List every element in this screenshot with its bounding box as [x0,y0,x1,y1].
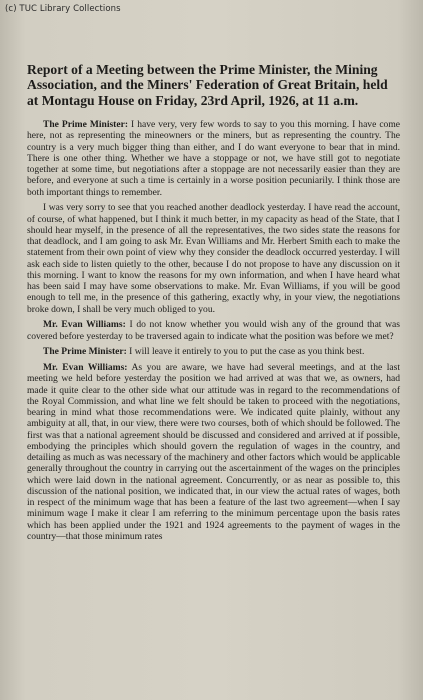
paragraph-text: As you are aware, we have had several meetings, and at the last meeting we held before yesterday the position we had arrived at was that we, as owners, had made it quite clear to the other side what our attitude was in regard to the recommendations of the Royal Commission, and what line we felt should be taken to proceed with the negotiations, bearing in mind what those recommendations were. We indicated quite plainly, without any ambiguity at all, that, in our view, there were two courses, both of which should be followed. The first was that a national agreement should be discussed and considered and arrived at if possible, embodying the principles which should govern the regulation of wages in the country, and detailing as much as was necessary of the machinery and other factors which would be applicable generally throughout the country in carrying out the ascertainment of the wages on the principles which were laid down in the national agreement. Concurrently, or as near as possible to, this discussion of the national position, we indicated that, in our view the actual rates of wages, both in respect of the minimum wage that has been a feature of the last two agreement—when I say minimum wage I make it clear I am referring to the minimum percentage upon the basis rates which has been applied under the 1921 and 1924 agreements to the payment of wages in the country—that those minimum rates [27,362,400,542]
paragraph-text: I do not know whether you would wish any of the ground that was covered before yesterday to be traversed again to indicate what the position was before we met? [27,319,400,342]
document-body [27,62,400,547]
paragraph [27,119,400,198]
speaker-name: Mr. Evan Williams: [43,319,126,331]
speaker-name: The Prime Minister: [43,346,127,358]
speaker-name: Mr. Evan Williams: [43,362,128,374]
paragraph [27,362,400,542]
paragraph [27,319,400,342]
paragraph [27,346,400,357]
document-title: Report of a Meeting between the Prime Minister, the Mining Association, and the Miners' Federation of Great Britain, held at Montagu House on Friday, 23rd April, 1926, at 11 a.m. [27,62,388,108]
paragraph-text: I was very sorry to see that you reached another deadlock yesterday. I have read the account, of course, of what happened, but I think it much better, in my capacity as head of the State, that I should hear myself, in the presence of all the representatives, the two sides state the reasons for that deadlock, and I am going to ask Mr. Evan Williams and Mr. Herbert Smith each to make the statement from their own point of view why they consider the deadlock occurred yesterday. I will ask each side to listen quietly to the other, because I do not propose to have any discussion on it this morning. I want to know the reasons for my own information, and when I have heard what has been said I may have some observations to make. Mr. Evan Williams, if you will be good enough to tell me, in the presence of this gathering, exactly why, in your view, the negotiations broke down, I shall be very much obliged to you. [27,202,400,315]
copyright-watermark: (c) TUC Library Collections [5,4,121,14]
paragraph [27,202,400,315]
speaker-name: The Prime Minister: [43,119,129,131]
paragraph-text: I have very, very few words to say to you this morning. I have come here, not as representing the mineowners or the miners, but as representing the country. The country is a very much bigger thing than either, and I do want everyone to bear that in mind. There is one other thing. Whether we have a stoppage or not, we have still got to negotiate together at some time, but negotiations after a stoppage are not necessarily easier than they are before, and everyone at such a time is certainly in a worse position pecuniarily. I think those are both important things to remember. [27,119,400,198]
paragraph-text: I will leave it entirely to you to put the case as you think best. [126,346,365,358]
